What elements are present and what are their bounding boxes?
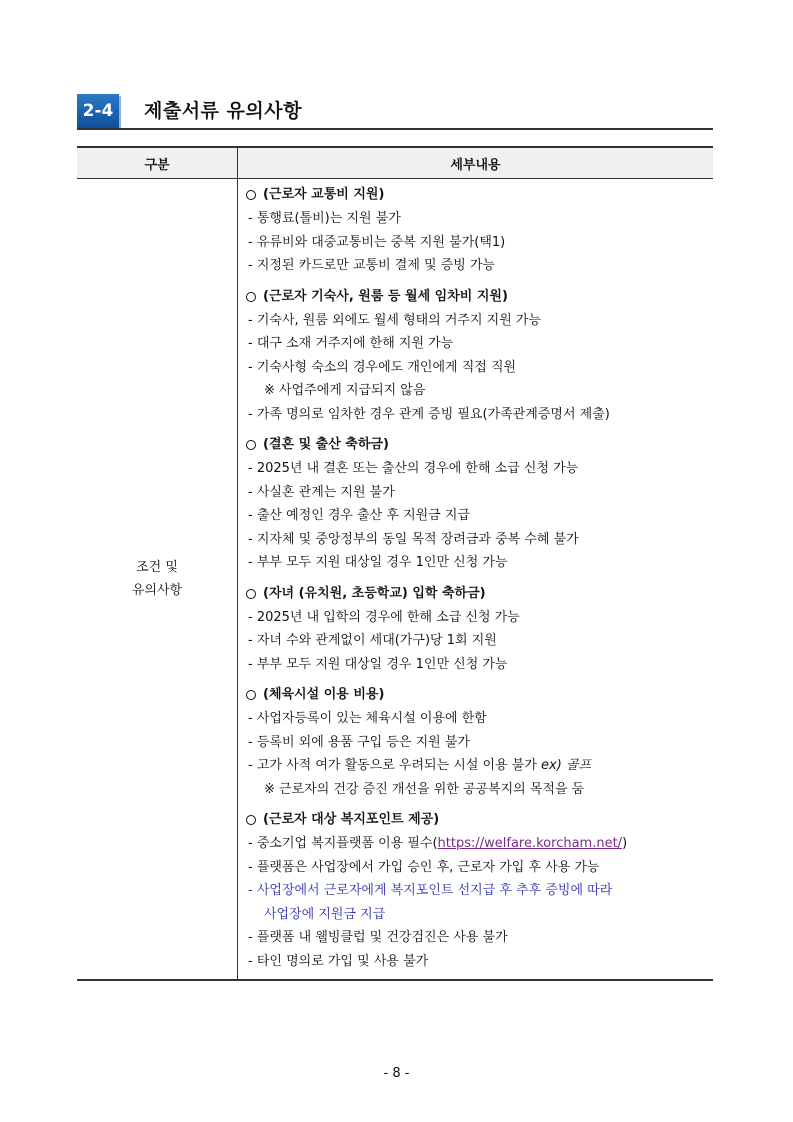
note-item: ※ 사업주에게 지급되지 않음 (264, 383, 426, 398)
heading-underline (77, 128, 713, 130)
section-marriage-birth (244, 433, 713, 575)
list-item: - 사업자등록이 있는 체육시설 이용에 한함 (248, 711, 487, 726)
list-item (244, 832, 713, 856)
list-item: - 기숙사형 숙소의 경우에도 개인에게 직접 직원 (248, 359, 517, 375)
section-transport (244, 183, 713, 278)
section-title: (결혼 및 출산 축하금) (263, 437, 389, 452)
example-text: ex) 골프 (541, 758, 592, 773)
list-item: - 지정된 카드로만 교통비 결제 및 증빙 가능 (248, 258, 496, 273)
list-item: - 대구 소재 거주지에 한해 지원 가능 (248, 336, 454, 351)
section-title: (근로자 기숙사, 원룸 등 월세 임차비 지원) (263, 288, 508, 304)
circle-bullet-icon (246, 690, 256, 700)
list-item-text: ) (622, 836, 628, 851)
list-item: - 등록비 외에 용품 구입 등은 지원 불가 (248, 734, 470, 750)
section-title: (근로자 대상 복지포인트 제공) (263, 812, 440, 827)
section-title: 제출서류 유의사항 (144, 100, 302, 122)
section-housing (244, 285, 713, 427)
circle-bullet-icon (246, 190, 256, 200)
section-number-badge: 2-4 (77, 94, 119, 128)
list-item-text: - 중소기업 복지플랫폼 이용 필수( (248, 836, 438, 851)
section-sports-facility (244, 683, 713, 801)
list-item: - 출산 예정인 경우 출산 후 지원금 지급 (248, 508, 470, 523)
table-body-row (77, 179, 713, 981)
list-item: - 2025년 내 입학의 경우에 한해 소급 신청 가능 (248, 609, 520, 625)
header-category: 구분 (77, 147, 238, 179)
list-item: - 통행료(톨비)는 지원 불가 (248, 211, 401, 226)
circle-bullet-icon (246, 815, 256, 825)
section-welfare-points (244, 808, 713, 973)
list-item: - 지자체 및 중앙정부의 동일 목적 장려금과 중복 수혜 불가 (248, 531, 579, 547)
page-number: - 8 - (383, 1066, 410, 1081)
section-title: (근로자 교통비 지원) (263, 187, 385, 202)
list-item: - 자녀 수와 관계없이 세대(가구)당 1회 지원 (248, 633, 497, 648)
list-item: - 유류비와 대중교통비는 중복 지원 불가(택1) (248, 234, 506, 250)
category-cell (77, 179, 238, 981)
list-item: - 2025년 내 결혼 또는 출산의 경우에 한해 소급 신청 가능 (248, 461, 579, 476)
section-school-entry (244, 582, 713, 677)
highlight-item: - 사업장에서 근로자에게 복지포인트 선지급 후 추후 증빙에 따라 (248, 883, 613, 898)
table-header-row (77, 147, 713, 179)
notice-table (77, 146, 713, 981)
highlight-item-continued: 사업장에 지원금 지급 (264, 906, 386, 922)
category-line: 조건 및 (136, 560, 178, 575)
section-title: (자녀 (유치원, 초등학교) 입학 축하금) (263, 585, 486, 601)
circle-bullet-icon (246, 292, 256, 302)
list-item: - 플랫폼은 사업장에서 가입 승인 후, 근로자 가입 후 사용 가능 (248, 859, 600, 875)
section-title: (체육시설 이용 비용) (263, 687, 385, 702)
list-item: - 기숙사, 원룸 외에도 월세 형태의 거주지 지원 가능 (248, 312, 542, 328)
circle-bullet-icon (246, 589, 256, 599)
list-item: - 부부 모두 지원 대상일 경우 1인만 신청 가능 (248, 555, 508, 570)
list-item (244, 754, 713, 778)
list-item-text: - 고가 사적 여가 활동으로 우려되는 시설 이용 불가 (248, 758, 542, 773)
circle-bullet-icon (246, 440, 256, 450)
note-item: ※ 근로자의 건강 증진 개선을 위한 공공복지의 목적을 둠 (264, 781, 585, 797)
list-item: - 플랫폼 내 웰빙클럽 및 건강검진은 사용 불가 (248, 930, 508, 945)
list-item: - 가족 명의로 임차한 경우 관계 증빙 필요(가족관계증명서 제출) (248, 406, 610, 422)
details-cell (238, 179, 714, 981)
list-item: - 사실혼 관계는 지원 불가 (248, 484, 395, 500)
list-item: - 부부 모두 지원 대상일 경우 1인만 신청 가능 (248, 656, 508, 672)
list-item: - 타인 명의로 가입 및 사용 불가 (248, 953, 429, 969)
category-line: 유의사항 (131, 583, 183, 598)
section-heading (77, 94, 713, 130)
welfare-platform-link[interactable]: https://welfare.korcham.net/ (437, 836, 623, 851)
header-details: 세부내용 (238, 147, 714, 179)
